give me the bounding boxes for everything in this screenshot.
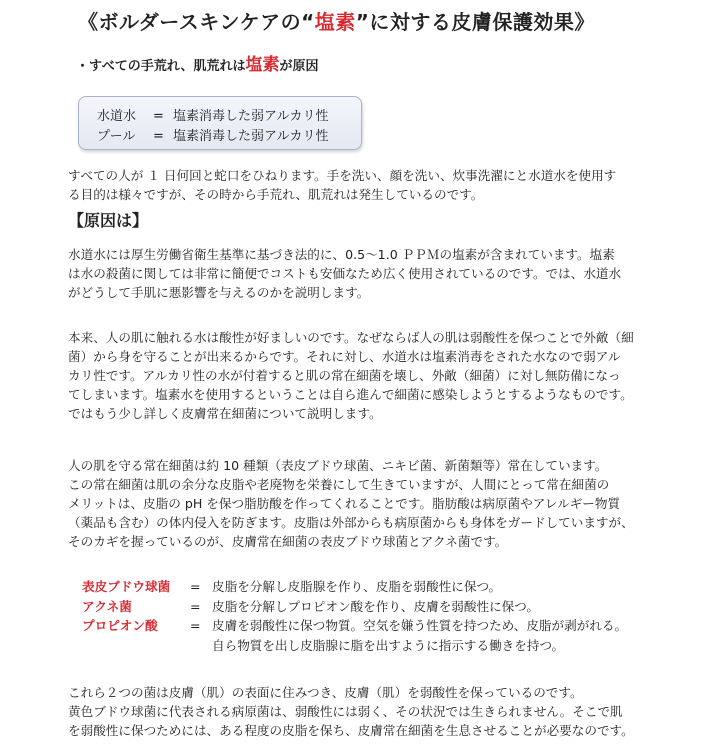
text-line: てしまいます。塩素水を使用するということは自ら進んで細菌に感染しようとするようなものです。	[68, 387, 633, 402]
bacteria-list	[82, 577, 692, 655]
equals-sign: =	[190, 579, 201, 594]
bacteria-desc: 皮膚を弱酸性に保つ物質。空気を嫌う性質を持つため、皮脂が剥がれる。	[212, 618, 628, 633]
text-line: すべての人が １ 日何回と蛇口をひねります。手を洗い、顔を洗い、炊事洗濯にと水道水を使用す	[68, 168, 617, 183]
text-line: （薬品も含む）の体内侵入を防ぎます。皮脂は外部からも病原菌からも身体をガードしていますが、	[68, 515, 634, 530]
equals-sign: =	[153, 109, 164, 124]
bacteria-name: 表皮ブドウ球菌	[82, 579, 171, 594]
equals-sign: =	[153, 129, 164, 144]
closing-paragraph	[68, 683, 680, 740]
cause-heading: 【原因は】	[68, 211, 149, 230]
text-line: カリ性です。アルカリ性の水が付着すると肌の常在細菌を壊し、外敵（細菌）に対し無防備になっ	[68, 368, 621, 383]
bacteria-desc: 皮脂を分解しプロピオン酸を作り、皮膚を弱酸性に保つ。	[212, 598, 539, 614]
definition-row	[97, 125, 328, 144]
document-title	[78, 6, 698, 35]
text-line: メリットは、皮脂の pH を保つ脂肪酸を作ってくれることです。脂肪酸は病原菌やアレルギー物質	[68, 496, 621, 511]
bacteria-name: アクネ菌	[82, 598, 132, 614]
text-line: がどうして手肌に悪影響を与えるのかを説明します。	[68, 285, 370, 300]
definition-term: プール	[97, 129, 136, 144]
bacteria-desc: 皮脂を分解し皮脂腺を作り、皮脂を弱酸性に保つ。	[212, 579, 502, 594]
text-line: 菌）から身を守ることが出来るからです。それに対し、水道水は塩素消毒をされた水なので弱アル	[68, 349, 621, 364]
text-line: ではもう少し詳しく皮膚常在細菌について説明します。	[68, 406, 382, 421]
cause-paragraph-1	[68, 245, 680, 302]
text-line: 水道水には厚生労働省衛生基準に基づき法的に、0.5～1.0 ＰＰＭの塩素が含まれています。塩素	[68, 247, 615, 262]
text-line: この常在細菌は肌の余分な皮脂や老廃物を栄養にして生きていますが、人間にとって常在細菌の	[68, 477, 610, 492]
text-line: る目的は様々ですが、その時から手荒れ、肌荒れは発生しているのです。	[68, 187, 484, 202]
text-line: 人の肌を守る常在細菌は約 10 種類（表皮ブドウ球菌、ニキビ菌、新菌類等）常在しています。	[68, 458, 608, 473]
title-accent: 塩素	[314, 10, 356, 34]
equals-sign: =	[190, 618, 201, 633]
bacteria-name: プロピオン酸	[82, 618, 158, 633]
definition-term: 水道水	[97, 109, 137, 124]
text-line: 本来、人の肌に触れる水は酸性が好ましいのです。なぜならば人の肌は弱酸性を保つことで外敵（細	[68, 330, 634, 345]
definition-desc: 塩素消毒した弱アルカリ性	[173, 129, 329, 144]
title-suffix: ”に対する皮膚保護効果》	[355, 10, 595, 34]
bacteria-row	[82, 597, 692, 617]
bullet-subtitle	[76, 50, 319, 75]
intro-paragraph	[68, 166, 680, 204]
bacteria-desc-continued: 自ら物質を出し皮脂腺に脂を出すように指示する働きを持つ。	[212, 637, 565, 653]
subtitle-accent: 塩素	[245, 55, 280, 75]
bacteria-row	[82, 616, 692, 636]
equals-sign: =	[190, 598, 201, 614]
text-line: は水の殺菌に関しては非常に簡便でコストも安価なため広く使用されているのです。では、水道水	[68, 266, 622, 281]
subtitle-suffix: が原因	[279, 59, 319, 74]
title-prefix: 《ボルダースキンケアの“	[78, 10, 315, 34]
text-line: これら２つの菌は皮膚（肌）の表面に住みつき、皮膚（肌）を弱酸性を保っているのです。	[68, 685, 583, 700]
text-line: そのカギを握っているのが、皮膚常在細菌の表皮ブドウ球菌とアクネ菌です。	[68, 534, 508, 549]
subtitle-prefix: ・すべての手荒れ、肌荒れは	[76, 59, 246, 74]
definition-box	[78, 96, 362, 150]
text-line: 黄色ブドウ球菌に代表される病原菌は、弱酸性には弱く、その状況では生きられません。そこで肌	[68, 704, 623, 719]
definition-desc: 塩素消毒した弱アルカリ性	[173, 109, 329, 124]
text-line: を弱酸性に保つためには、ある程度の皮脂を保ち、皮膚常在細菌を生息させることが必要なのです。	[68, 723, 634, 738]
cause-paragraph-2	[68, 328, 680, 423]
definition-row	[97, 105, 328, 124]
cause-paragraph-3	[68, 456, 680, 551]
bacteria-row	[82, 577, 692, 597]
